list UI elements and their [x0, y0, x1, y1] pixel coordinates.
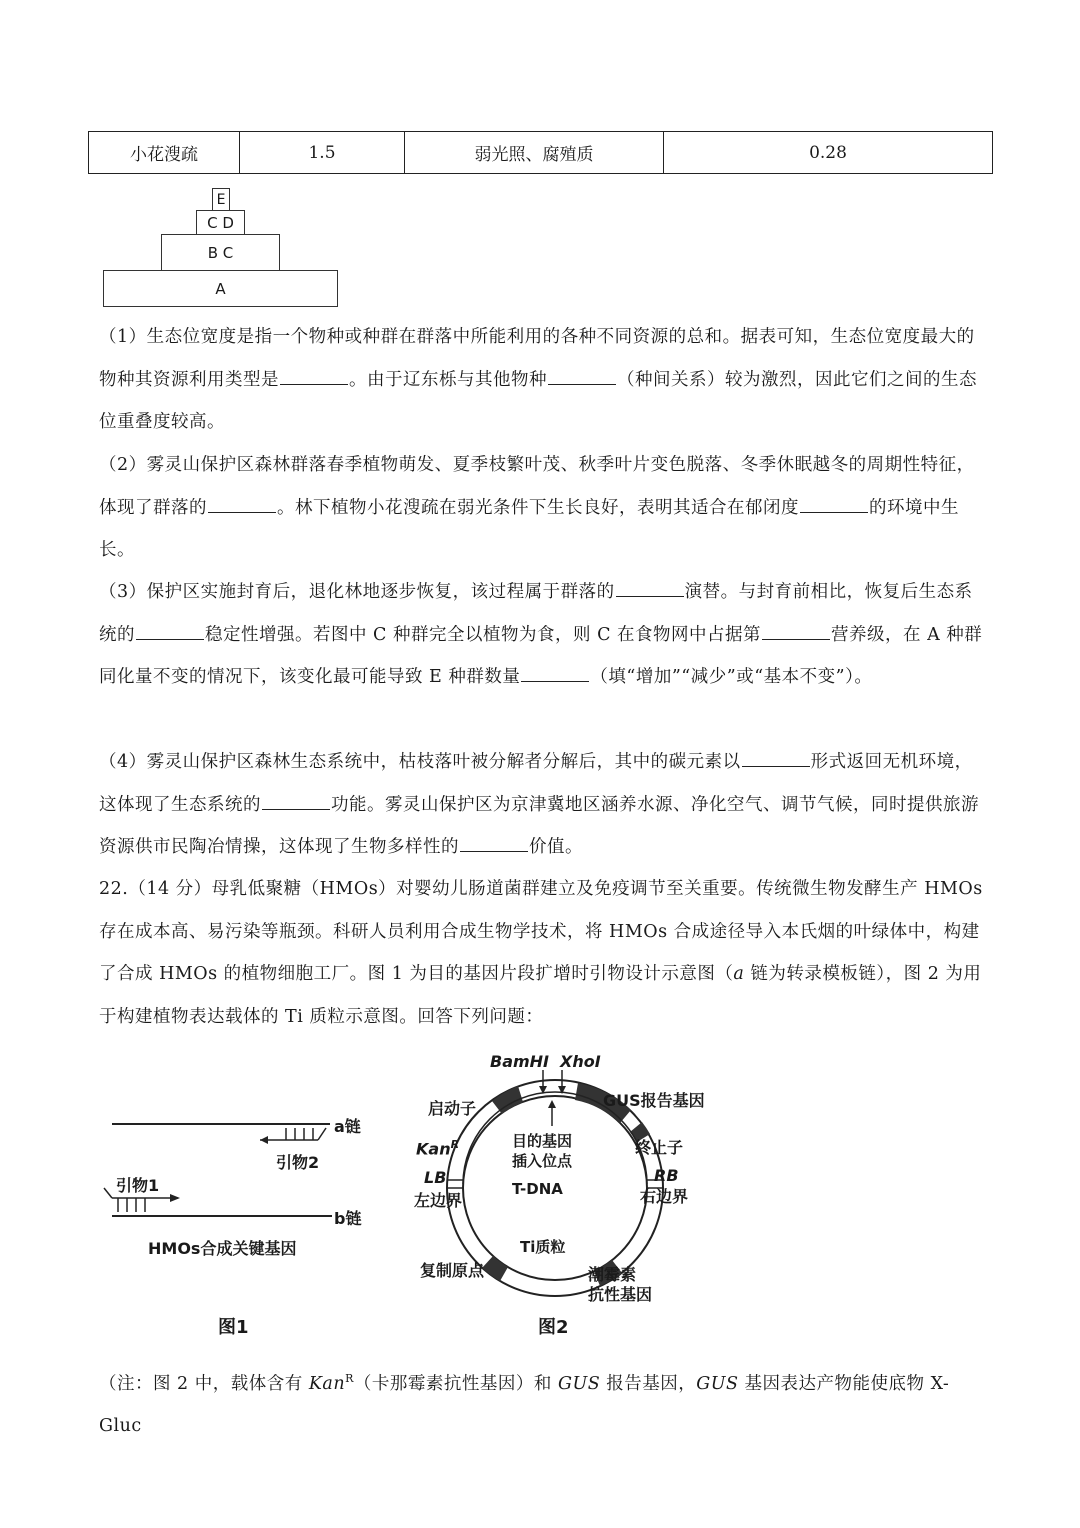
- lb-label: LB: [424, 1168, 447, 1187]
- pyramid-level-2: B C: [161, 234, 280, 271]
- hygromycin-label-2: 抗性基因: [588, 1285, 653, 1304]
- figure-2-caption: 图2: [538, 1317, 569, 1338]
- insert-label-1: 目的基因: [512, 1132, 573, 1150]
- primer-1-label: 引物1: [116, 1176, 160, 1195]
- data-table: [88, 131, 993, 174]
- gus-label: GUS报告基因: [603, 1091, 705, 1110]
- species-cell: 小花溲疏: [89, 132, 240, 174]
- resource-cell: 弱光照、腐殖质: [405, 132, 664, 174]
- figure-note: （注：图 2 中，载体含有 Kan$^R$（卡那霉素抗性基因）和 GUS 报告基因，GUS 基因表达产物能使底物 X-Gluc: [99, 1372, 950, 1437]
- gene-label: HMOs合成关键基因: [148, 1239, 297, 1258]
- pyramid-level-1: A: [103, 270, 338, 307]
- origin-label: 复制原点: [420, 1261, 485, 1280]
- question-22: 22.（14 分）母乳低聚糖（HMOs）对婴幼儿肠道菌群建立及免疫调节至关重要。传统微生物发酵生产 HMOs 存在成本高、易污染等瓶颈。科研人员利用合成生物学技术，将 HMOs 合成途径导入本氏烟的叶绿体中，构建了合成 HMOs 的植物细胞工厂。图 1 为目的基因片段扩增时引物设计示意图（a 链为转录模板链），图 2 为用于构建植物表达载体的 Ti 质粒示意图。回答下列问题：: [99, 879, 983, 1027]
- insert-label-2: 插入位点: [512, 1152, 573, 1170]
- a-chain-label: a链: [334, 1117, 361, 1136]
- rb-label: RB: [654, 1166, 679, 1185]
- figure-1-caption: 图1: [218, 1317, 249, 1338]
- xhoi-label: XhoⅠ: [560, 1052, 601, 1071]
- tdna-label: T-DNA: [512, 1180, 563, 1198]
- terminator-label: 终止子: [635, 1138, 684, 1157]
- right-border-label: 右边界: [640, 1187, 689, 1206]
- question-3: （3）保护区实施封育后，退化林地逐步恢复，该过程属于群落的 演替。与封育前相比，恢复后生态系统的 稳定性增强。若图中 C 种群完全以植物为食，则 C 在食物网中占据第 营养级，在 A 种群同化量不变的情况下，该变化最可能导致 E 种群数量 （填“增加”“减少”或“基本不变”）。: [99, 582, 983, 687]
- ti-plasmid-label: Ti质粒: [520, 1238, 566, 1256]
- primer-2-label: 引物2: [276, 1153, 320, 1172]
- bamhi-label: BamHⅠ: [490, 1052, 550, 1071]
- pyramid-level-3: C D: [196, 210, 245, 235]
- table-row: [89, 132, 993, 174]
- promoter-label: 启动子: [428, 1099, 477, 1118]
- value2-cell: 0.28: [664, 132, 993, 174]
- hygromycin-label-1: 潮霉素: [588, 1265, 637, 1284]
- question-2: （2）雾灵山保护区森林群落春季植物萌发、夏季枝繁叶茂、秋季叶片变色脱落、冬季休眠越冬的周期性特征，体现了群落的 。林下植物小花溲疏在弱光条件下生长良好，表明其适合在郁闭度 的环境中生长。: [99, 455, 975, 560]
- question-4: （4）雾灵山保护区森林生态系统中，枯枝落叶被分解者分解后，其中的碳元素以 形式返回无机环境，这体现了生态系统的 功能。雾灵山保护区为京津冀地区涵养水源、净化空气、调节气候，同时提供旅游资源供市民陶冶情操，这体现了生物多样性的 价值。: [99, 752, 979, 857]
- left-border-label: 左边界: [414, 1191, 463, 1210]
- pyramid-level-4: E: [212, 188, 230, 211]
- b-chain-label: b链: [334, 1209, 362, 1228]
- kan-label: Kan$^R$: [416, 1138, 460, 1159]
- value1-cell: 1.5: [240, 132, 405, 174]
- question-1: （1）生态位宽度是指一个物种或种群在群落中所能利用的各种不同资源的总和。据表可知，生态位宽度最大的物种其资源利用类型是 。由于辽东栎与其他物种 （种间关系）较为激烈，因此它们之间的生态位重叠度较高。: [99, 327, 977, 432]
